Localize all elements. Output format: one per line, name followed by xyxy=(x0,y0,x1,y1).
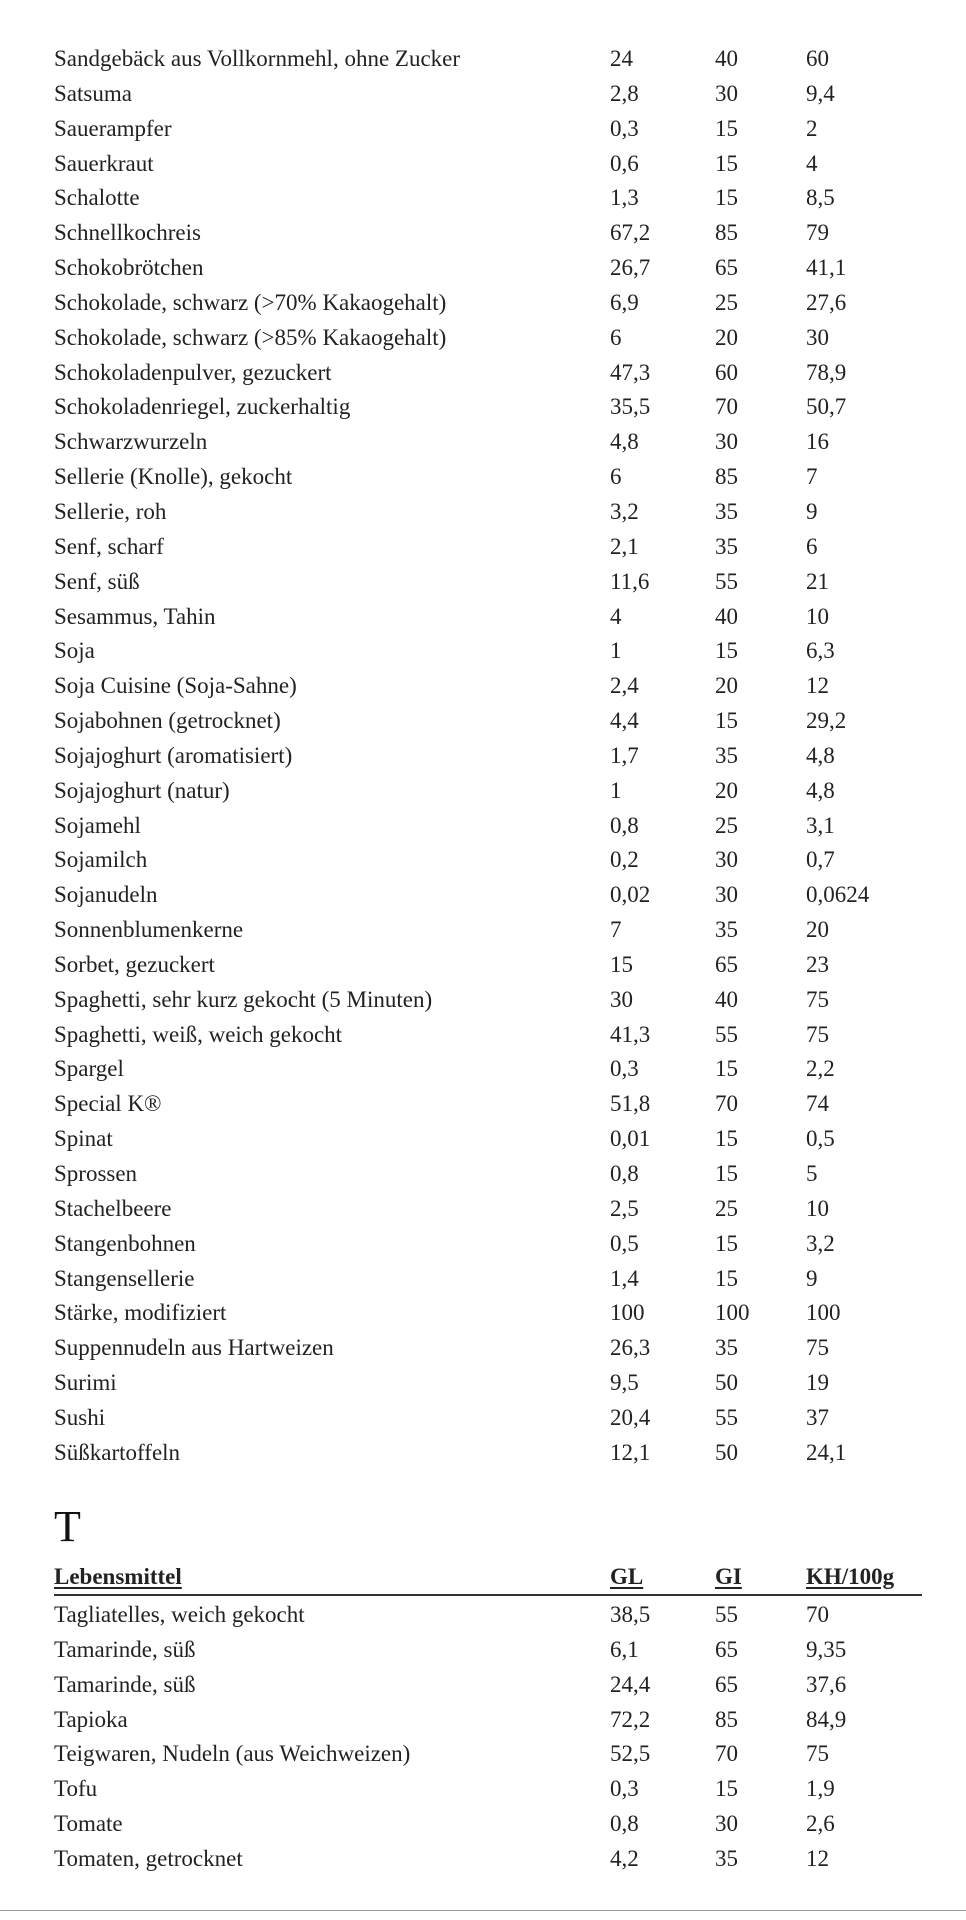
food-name: Sellerie, roh xyxy=(54,498,167,524)
gi-value: 35 xyxy=(715,1845,738,1871)
table-row xyxy=(54,286,934,321)
food-name: Schokoladenpulver, gezuckert xyxy=(54,359,332,385)
table-row xyxy=(54,42,934,77)
table-row xyxy=(54,878,934,913)
gl-value: 41,3 xyxy=(610,1021,651,1047)
gi-value: 25 xyxy=(715,289,738,315)
gi-value: 20 xyxy=(715,673,738,699)
table-row xyxy=(54,390,934,425)
table-row xyxy=(54,1192,934,1227)
food-name: Stärke, modifiziert xyxy=(54,1300,227,1326)
table-row xyxy=(54,181,934,216)
food-name: Sorbet, gezuckert xyxy=(54,951,215,977)
food-name: Tamarinde, süß xyxy=(54,1636,196,1662)
gl-value: 1 xyxy=(610,777,622,803)
header-lebensmittel: Lebensmittel xyxy=(54,1564,182,1589)
gi-value: 30 xyxy=(715,429,738,455)
section-letter: T xyxy=(54,1502,81,1551)
page-divider xyxy=(0,1910,966,1911)
kh-value: 27,6 xyxy=(806,289,847,315)
kh-value: 23 xyxy=(806,951,829,977)
gi-value: 85 xyxy=(715,1706,738,1732)
food-name: Sellerie (Knolle), gekocht xyxy=(54,464,293,490)
kh-value: 20 xyxy=(806,917,829,943)
food-name: Teigwaren, Nudeln (aus Weichweizen) xyxy=(54,1741,411,1767)
table-row xyxy=(54,147,934,182)
food-name: Tapioka xyxy=(54,1706,128,1732)
table-row xyxy=(54,1227,934,1262)
gi-value: 15 xyxy=(715,1056,738,1082)
gl-value: 3,2 xyxy=(610,498,639,524)
kh-value: 78,9 xyxy=(806,359,847,385)
kh-value: 2,6 xyxy=(806,1811,835,1837)
kh-value: 9 xyxy=(806,1265,818,1291)
food-name: Sojajoghurt (natur) xyxy=(54,777,230,803)
gi-value: 65 xyxy=(715,951,738,977)
gl-value: 100 xyxy=(610,1300,645,1326)
gl-value: 1 xyxy=(610,638,622,664)
food-name: Spinat xyxy=(54,1126,113,1152)
food-name: Surimi xyxy=(54,1370,117,1396)
gi-value: 30 xyxy=(715,847,738,873)
header-gl: GL xyxy=(610,1564,644,1589)
kh-value: 10 xyxy=(806,603,829,629)
food-name: Sonnenblumenkerne xyxy=(54,917,244,943)
food-name: Süßkartoffeln xyxy=(54,1439,181,1465)
food-name: Stangensellerie xyxy=(54,1265,195,1291)
food-name: Schalotte xyxy=(54,185,140,211)
table-row xyxy=(54,356,934,391)
gl-value: 47,3 xyxy=(610,359,651,385)
gl-value: 0,8 xyxy=(610,1161,639,1186)
gl-value: 6,9 xyxy=(610,289,639,315)
kh-value: 9 xyxy=(806,498,818,524)
gl-value: 2,1 xyxy=(610,533,639,559)
gl-value: 35,5 xyxy=(610,394,651,420)
food-name: Tomate xyxy=(54,1811,123,1837)
food-name: Sesammus, Tahin xyxy=(54,603,216,629)
gl-value: 4 xyxy=(610,603,622,629)
header-gi: GI xyxy=(715,1564,742,1589)
kh-value: 75 xyxy=(806,1021,829,1047)
table-row xyxy=(54,251,934,286)
gl-value: 52,5 xyxy=(610,1741,651,1767)
food-name: Schokoladenriegel, zuckerhaltig xyxy=(54,394,351,420)
gl-value: 24,4 xyxy=(610,1671,651,1697)
food-name: Sauerampfer xyxy=(54,115,172,141)
kh-value: 41,1 xyxy=(806,255,847,281)
kh-value: 75 xyxy=(806,1741,829,1767)
table-row xyxy=(54,843,934,878)
food-table-s xyxy=(54,42,934,1471)
gi-value: 55 xyxy=(715,568,738,594)
gl-value: 72,2 xyxy=(610,1706,651,1732)
gi-value: 25 xyxy=(715,812,738,838)
kh-value: 5 xyxy=(806,1161,818,1186)
gi-value: 15 xyxy=(715,185,738,211)
food-name: Soja Cuisine (Soja-Sahne) xyxy=(54,673,297,699)
kh-value: 50,7 xyxy=(806,394,847,420)
kh-value: 12 xyxy=(806,1845,829,1871)
gi-value: 85 xyxy=(715,464,738,490)
table-row xyxy=(54,1737,934,1772)
food-name: Schokolade, schwarz (>70% Kakaogehalt) xyxy=(54,289,447,315)
gl-value: 4,2 xyxy=(610,1845,639,1871)
gl-value: 4,4 xyxy=(610,708,639,734)
table-row xyxy=(54,321,934,356)
kh-value: 6,3 xyxy=(806,638,835,664)
kh-value: 84,9 xyxy=(806,1706,847,1732)
kh-value: 3,2 xyxy=(806,1230,835,1256)
kh-value: 75 xyxy=(806,986,829,1012)
table-header xyxy=(54,1560,922,1596)
gl-value: 0,2 xyxy=(610,847,639,873)
gi-value: 15 xyxy=(715,115,738,141)
kh-value: 75 xyxy=(806,1335,829,1361)
table-row xyxy=(54,1842,934,1877)
kh-value: 16 xyxy=(806,429,829,455)
table-row xyxy=(54,1331,934,1366)
gi-value: 55 xyxy=(715,1404,738,1430)
table-row xyxy=(54,1807,934,1842)
gl-value: 51,8 xyxy=(610,1091,651,1117)
gi-value: 40 xyxy=(715,46,738,71)
gl-value: 2,4 xyxy=(610,673,639,699)
gi-value: 40 xyxy=(715,603,738,629)
gi-value: 15 xyxy=(715,1265,738,1291)
food-name: Sushi xyxy=(54,1404,106,1430)
food-name: Sojabohnen (getrocknet) xyxy=(54,708,281,734)
food-name: Spargel xyxy=(54,1056,124,1082)
kh-value: 70 xyxy=(806,1602,829,1627)
kh-value: 0,0624 xyxy=(806,882,870,908)
kh-value: 74 xyxy=(806,1091,829,1117)
table-row xyxy=(54,460,934,495)
food-name: Senf, scharf xyxy=(54,533,164,559)
header-kh: KH/100g xyxy=(806,1564,895,1589)
gi-value: 65 xyxy=(715,1636,738,1662)
food-name: Stangenbohnen xyxy=(54,1230,196,1256)
food-name: Schokolade, schwarz (>85% Kakaogehalt) xyxy=(54,324,447,350)
gl-value: 15 xyxy=(610,951,633,977)
gi-value: 30 xyxy=(715,882,738,908)
gi-value: 100 xyxy=(715,1300,750,1326)
kh-value: 2 xyxy=(806,115,818,141)
kh-value: 100 xyxy=(806,1300,841,1326)
gi-value: 70 xyxy=(715,394,738,420)
food-name: Stachelbeere xyxy=(54,1195,172,1221)
gi-value: 30 xyxy=(715,1811,738,1837)
table-row xyxy=(54,913,934,948)
table-row xyxy=(54,774,934,809)
table-row xyxy=(54,1122,934,1157)
table-row xyxy=(54,495,934,530)
gi-value: 35 xyxy=(715,742,738,768)
kh-value: 29,2 xyxy=(806,708,847,734)
food-name: Spaghetti, weiß, weich gekocht xyxy=(54,1021,343,1047)
food-name: Tomaten, getrocknet xyxy=(54,1845,243,1871)
gi-value: 15 xyxy=(715,1161,738,1186)
gl-value: 1,4 xyxy=(610,1265,639,1291)
kh-value: 4 xyxy=(806,150,818,176)
food-name: Suppennudeln aus Hartweizen xyxy=(54,1335,334,1361)
gl-value: 0,6 xyxy=(610,150,639,176)
gi-value: 15 xyxy=(715,1126,738,1152)
kh-value: 2,2 xyxy=(806,1056,835,1082)
food-name: Schwarzwurzeln xyxy=(54,429,208,455)
table-row xyxy=(54,1633,934,1668)
gl-value: 0,3 xyxy=(610,115,639,141)
table-row xyxy=(54,1052,934,1087)
gi-value: 50 xyxy=(715,1370,738,1396)
table-row xyxy=(54,1668,934,1703)
gl-value: 0,8 xyxy=(610,1811,639,1837)
kh-value: 19 xyxy=(806,1370,829,1396)
food-name: Special K® xyxy=(54,1091,162,1117)
table-row xyxy=(54,1401,934,1436)
food-name: Sojanudeln xyxy=(54,882,158,908)
gi-value: 20 xyxy=(715,777,738,803)
table-row xyxy=(54,1772,934,1807)
gi-value: 15 xyxy=(715,1776,738,1802)
food-name: Satsuma xyxy=(54,80,132,106)
food-name: Tofu xyxy=(54,1776,98,1802)
gl-value: 0,8 xyxy=(610,812,639,838)
gl-value: 1,7 xyxy=(610,742,639,768)
food-name: Sojamehl xyxy=(54,812,141,838)
table-row xyxy=(54,1598,934,1633)
kh-value: 8,5 xyxy=(806,185,835,211)
gi-value: 65 xyxy=(715,255,738,281)
gl-value: 38,5 xyxy=(610,1602,651,1627)
kh-value: 4,8 xyxy=(806,777,835,803)
gl-value: 12,1 xyxy=(610,1439,651,1465)
table-row xyxy=(54,112,934,147)
gi-value: 55 xyxy=(715,1021,738,1047)
gl-value: 67,2 xyxy=(610,220,651,246)
gl-value: 26,7 xyxy=(610,255,651,281)
food-name: Sprossen xyxy=(54,1161,138,1186)
kh-value: 7 xyxy=(806,464,818,490)
kh-value: 3,1 xyxy=(806,812,835,838)
gi-value: 40 xyxy=(715,986,738,1012)
kh-value: 6 xyxy=(806,533,818,559)
gl-value: 0,3 xyxy=(610,1776,639,1802)
gl-value: 6 xyxy=(610,464,622,490)
kh-value: 30 xyxy=(806,324,829,350)
food-name: Spaghetti, sehr kurz gekocht (5 Minuten) xyxy=(54,986,433,1012)
gi-value: 25 xyxy=(715,1195,738,1221)
table-row xyxy=(54,1087,934,1122)
gl-value: 24 xyxy=(610,46,633,71)
table-row xyxy=(54,704,934,739)
food-name: Schnellkochreis xyxy=(54,220,201,246)
table-row xyxy=(54,1703,934,1738)
gl-value: 1,3 xyxy=(610,185,639,211)
gi-value: 55 xyxy=(715,1602,738,1627)
gi-value: 85 xyxy=(715,220,738,246)
gl-value: 26,3 xyxy=(610,1335,651,1361)
table-row xyxy=(54,1018,934,1053)
kh-value: 9,4 xyxy=(806,80,835,106)
gi-value: 65 xyxy=(715,1671,738,1697)
table-row xyxy=(54,1366,934,1401)
gl-value: 0,3 xyxy=(610,1056,639,1082)
kh-value: 0,5 xyxy=(806,1126,835,1152)
gl-value: 4,8 xyxy=(610,429,639,455)
gl-value: 11,6 xyxy=(610,568,650,594)
food-table-t xyxy=(54,1598,934,1877)
gl-value: 7 xyxy=(610,917,622,943)
gl-value: 0,5 xyxy=(610,1230,639,1256)
gi-value: 35 xyxy=(715,498,738,524)
gi-value: 15 xyxy=(715,638,738,664)
kh-value: 79 xyxy=(806,220,829,246)
food-name: Senf, süß xyxy=(54,568,140,594)
gl-value: 9,5 xyxy=(610,1370,639,1396)
gl-value: 2,8 xyxy=(610,80,639,106)
table-row xyxy=(54,565,934,600)
gi-value: 15 xyxy=(715,1230,738,1256)
table-row xyxy=(54,634,934,669)
gi-value: 60 xyxy=(715,359,738,385)
gi-value: 50 xyxy=(715,1439,738,1465)
table-row xyxy=(54,600,934,635)
table-row xyxy=(54,530,934,565)
gl-value: 2,5 xyxy=(610,1195,639,1221)
gi-value: 20 xyxy=(715,324,738,350)
kh-value: 9,35 xyxy=(806,1636,847,1662)
gl-value: 20,4 xyxy=(610,1404,651,1430)
gi-value: 70 xyxy=(715,1741,738,1767)
gl-value: 30 xyxy=(610,986,633,1012)
table-row xyxy=(54,425,934,460)
table-row xyxy=(54,669,934,704)
food-name: Schokobrötchen xyxy=(54,255,204,281)
table-row xyxy=(54,948,934,983)
table-row xyxy=(54,1262,934,1297)
table-row xyxy=(54,809,934,844)
gi-value: 30 xyxy=(715,80,738,106)
kh-value: 37 xyxy=(806,1404,829,1430)
gl-value: 0,01 xyxy=(610,1126,651,1152)
gi-value: 15 xyxy=(715,150,738,176)
kh-value: 21 xyxy=(806,568,829,594)
gl-value: 6 xyxy=(610,324,622,350)
food-name: Soja xyxy=(54,638,95,664)
kh-value: 4,8 xyxy=(806,742,835,768)
food-name: Tagliatelles, weich gekocht xyxy=(54,1602,305,1627)
food-name: Sojamilch xyxy=(54,847,148,873)
kh-value: 24,1 xyxy=(806,1439,847,1465)
gl-value: 0,02 xyxy=(610,882,651,908)
table-row xyxy=(54,216,934,251)
table-row xyxy=(54,1436,934,1471)
kh-value: 10 xyxy=(806,1195,829,1221)
kh-value: 1,9 xyxy=(806,1776,835,1802)
kh-value: 12 xyxy=(806,673,829,699)
table-row xyxy=(54,1157,934,1192)
gl-value: 6,1 xyxy=(610,1636,639,1662)
kh-value: 37,6 xyxy=(806,1671,847,1697)
food-name: Tamarinde, süß xyxy=(54,1671,196,1697)
gi-value: 15 xyxy=(715,708,738,734)
food-name: Sojajoghurt (aromatisiert) xyxy=(54,742,293,768)
table-row xyxy=(54,739,934,774)
kh-value: 0,7 xyxy=(806,847,835,873)
kh-value: 60 xyxy=(806,46,829,71)
table-row xyxy=(54,77,934,112)
food-name: Sandgebäck aus Vollkornmehl, ohne Zucker xyxy=(54,46,461,71)
food-name: Sauerkraut xyxy=(54,150,154,176)
gi-value: 35 xyxy=(715,1335,738,1361)
table-row xyxy=(54,983,934,1018)
table-row xyxy=(54,1296,934,1331)
gi-value: 70 xyxy=(715,1091,738,1117)
gi-value: 35 xyxy=(715,533,738,559)
gi-value: 35 xyxy=(715,917,738,943)
